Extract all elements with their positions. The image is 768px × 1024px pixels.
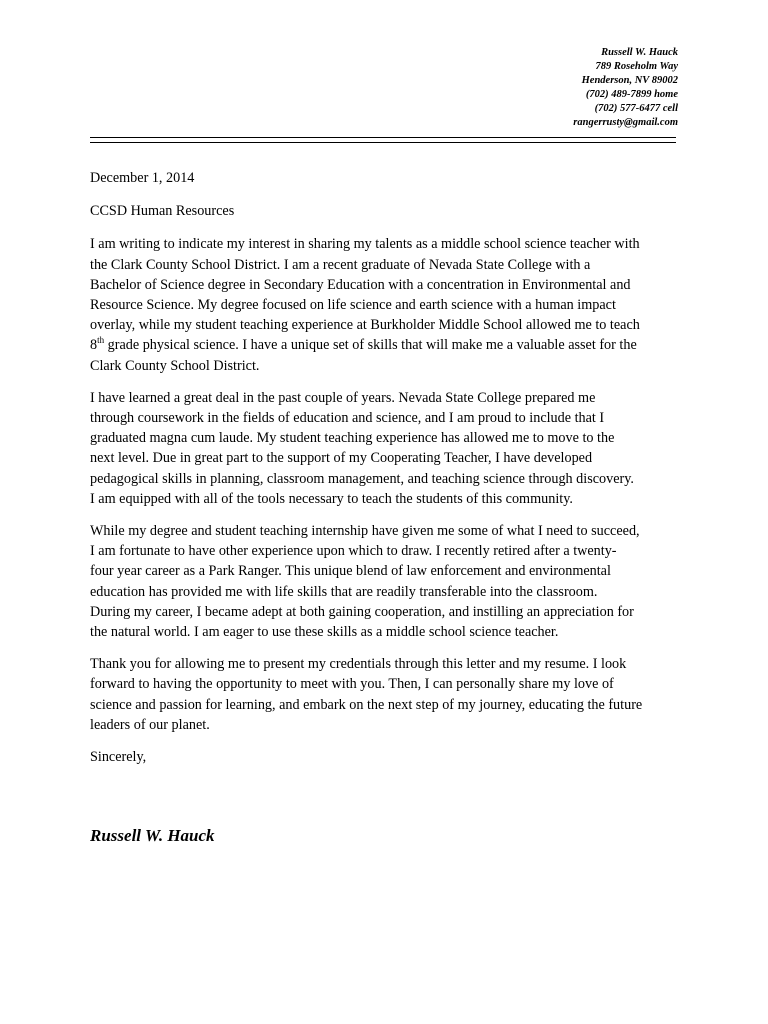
paragraph-4-line: leaders of our planet. — [90, 716, 210, 733]
paragraph-2-line: I am equipped with all of the tools necessary to teach the students of this community. — [90, 490, 573, 507]
paragraph-3-line: I am fortunate to have other experience upon which to draw. I recently retired after a twenty- — [90, 543, 617, 560]
paragraph-3-line: four year career as a Park Ranger. This unique blend of law enforcement and environmental — [90, 563, 611, 580]
header-divider — [90, 137, 676, 143]
paragraph-2-line: next level. Due in great part to the support of my Cooperating Teacher, I have developed — [90, 450, 593, 467]
letter-closing: Sincerely, — [90, 749, 147, 766]
paragraph-1-line: overlay, while my student teaching experience at Burkholder Middle School allowed me to teach — [90, 317, 640, 334]
sender-email: rangerrusty@gmail.com — [573, 117, 678, 128]
grade-line-rest: grade physical science. I have a unique set of skills that will make me a valuable asset for the — [104, 337, 637, 354]
paragraph-1-line — [90, 335, 680, 355]
sender-name: Russell W. Hauck — [601, 47, 678, 58]
paragraph-1-line: Bachelor of Science degree in Secondary Education with a concentration in Environmental and — [90, 276, 631, 293]
sender-phone-home: (702) 489-7899 home — [585, 89, 678, 100]
paragraph-2-line: graduated magna cum laude. My student teaching experience has allowed me to move to the — [90, 430, 615, 447]
paragraph-3 — [90, 521, 680, 642]
letter-body — [90, 168, 680, 779]
paragraph-1-line: I am writing to indicate my interest in sharing my talents as a middle school science teacher with — [90, 236, 640, 253]
paragraph-1 — [90, 234, 680, 375]
letter-date: December 1, 2014 — [90, 170, 195, 186]
sender-phone-cell: (702) 577-6477 cell — [594, 103, 678, 114]
paragraph-2-line: I have learned a great deal in the past couple of years. Nevada State College prepared me — [90, 389, 596, 406]
letter-recipient: CCSD Human Resources — [90, 203, 235, 220]
paragraph-4-line: Thank you for allowing me to present my credentials through this letter and my resume. I look — [90, 656, 627, 673]
grade-number: 8 — [90, 337, 98, 354]
paragraph-4-line: science and passion for learning, and embark on the next step of my journey, educating the future — [90, 696, 643, 713]
paragraph-2-line: pedagogical skills in planning, classroom management, and teaching science through discovery. — [90, 470, 634, 487]
sender-city-state-zip: Henderson, NV 89002 — [581, 75, 678, 86]
paragraph-3-line: During my career, I became adept at both gaining cooperation, and instilling an appreciation for — [90, 603, 634, 620]
grade-ordinal-suffix: th — [97, 335, 105, 346]
signature-name: Russell W. Hauck — [90, 826, 215, 845]
paragraph-2-line: through coursework in the fields of education and science, and I am proud to include that I — [90, 410, 605, 427]
sender-street: 789 Roseholm Way — [595, 61, 678, 72]
paragraph-3-line: While my degree and student teaching internship have given me some of what I need to succeed, — [90, 523, 640, 540]
paragraph-1-line: Resource Science. My degree focused on life science and earth science with a human impact — [90, 297, 616, 314]
paragraph-4 — [90, 654, 680, 735]
paragraph-3-line: the natural world. I am eager to use these skills as a middle school science teacher. — [90, 624, 559, 641]
paragraph-3-line: education has provided me with life skills that are readily transferable into the classroom. — [90, 583, 598, 600]
paragraph-4-line: forward to having the opportunity to meet with you. Then, I can personally share my love of — [90, 676, 614, 693]
paragraph-1-line: Clark County School District. — [90, 357, 260, 374]
paragraph-1-line: the Clark County School District. I am a recent graduate of Nevada State College with a — [90, 256, 591, 273]
paragraph-2 — [90, 388, 680, 509]
sender-contact-block — [573, 46, 678, 130]
